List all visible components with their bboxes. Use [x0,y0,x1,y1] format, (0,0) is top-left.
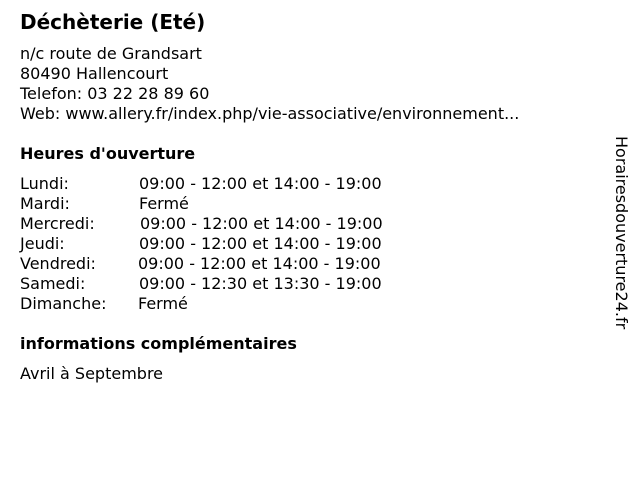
address-city: 80490 Hallencourt [20,64,169,83]
day-hours: 09:00 - 12:30 et 13:30 - 19:00 [139,274,382,293]
day-hours: 09:00 - 12:00 et 14:00 - 19:00 [139,174,382,193]
day-label: Vendredi: [20,254,96,273]
day-hours: Fermé [139,194,189,213]
day-label: Mercredi: [20,214,95,233]
web-label: Web: [20,104,61,123]
phone-line [20,84,519,104]
day-label: Samedi: [20,274,86,293]
day-hours: Fermé [138,294,188,313]
day-hours: 09:00 - 12:00 et 14:00 - 19:00 [139,234,382,253]
info-heading: informations complémentaires [20,334,297,353]
phone-number[interactable]: 03 22 28 89 60 [87,84,210,103]
brand-text: Horairesdouverture24.fr [612,136,631,330]
brand-watermark [612,136,632,346]
day-label: Mardi: [20,194,70,213]
day-label: Jeudi: [20,234,65,253]
phone-label: Telefon: [20,84,83,103]
web-line [20,104,519,124]
web-link[interactable]: www.allery.fr/index.php/vie-associative/environnement... [65,104,520,123]
day-hours: 09:00 - 12:00 et 14:00 - 19:00 [138,254,381,273]
address-street: n/c route de Grandsart [20,44,202,63]
day-hours: 09:00 - 12:00 et 14:00 - 19:00 [140,214,383,233]
page-title: Déchèterie (Eté) [20,10,206,34]
day-label: Dimanche: [20,294,107,313]
day-label: Lundi: [20,174,69,193]
info-text: Avril à Septembre [20,364,164,383]
address-block [20,44,519,124]
hours-heading: Heures d'ouverture [20,144,196,163]
